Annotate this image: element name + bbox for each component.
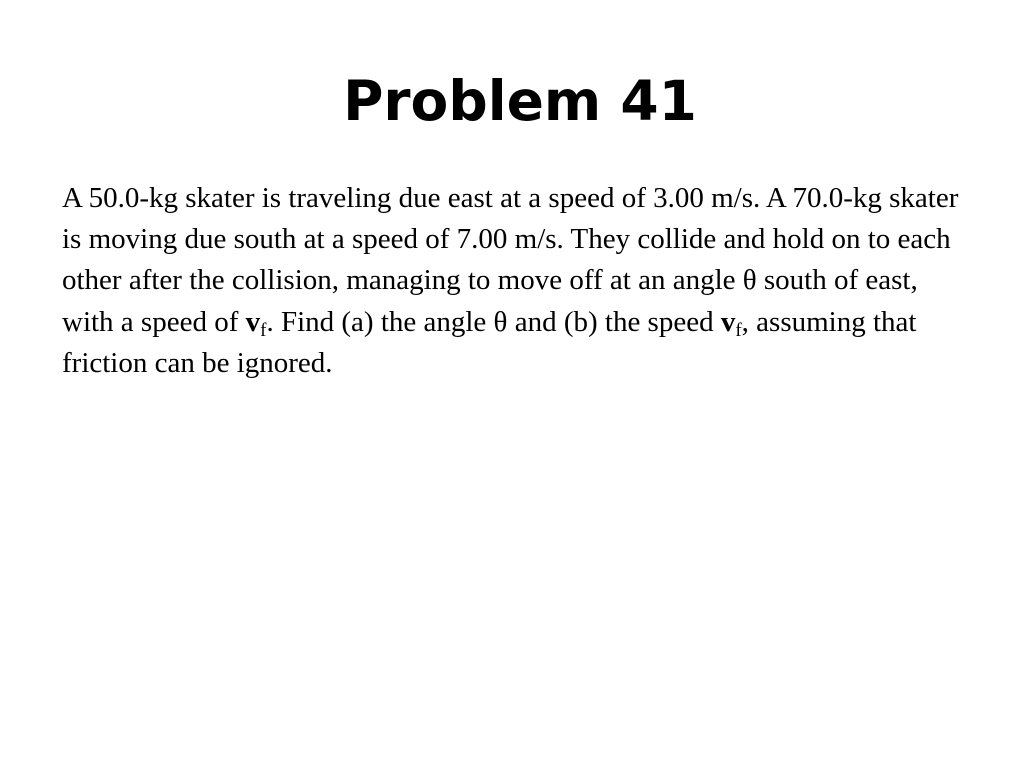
problem-text-part-2: . Find (a) the angle θ and (b) the speed — [266, 305, 721, 338]
slide-title: Problem 41 — [343, 69, 697, 133]
final-velocity-subscript: f — [260, 319, 267, 341]
final-speed-subscript: f — [735, 319, 742, 341]
final-speed-symbol: v — [720, 305, 736, 338]
problem-text — [62, 178, 962, 384]
problem-text-part-3: , assuming that friction can be ignored. — [62, 305, 917, 379]
final-velocity-symbol: v — [245, 305, 261, 338]
problem-text-part-1: A 50.0-kg skater is traveling due east at a speed of 3.00 m/s. A 70.0-kg skater is moving due south at a speed of 7.00 m/s. They collide and hold on to each other after the collision, managing to move off at an angle θ south of east, with a speed of — [62, 182, 959, 338]
